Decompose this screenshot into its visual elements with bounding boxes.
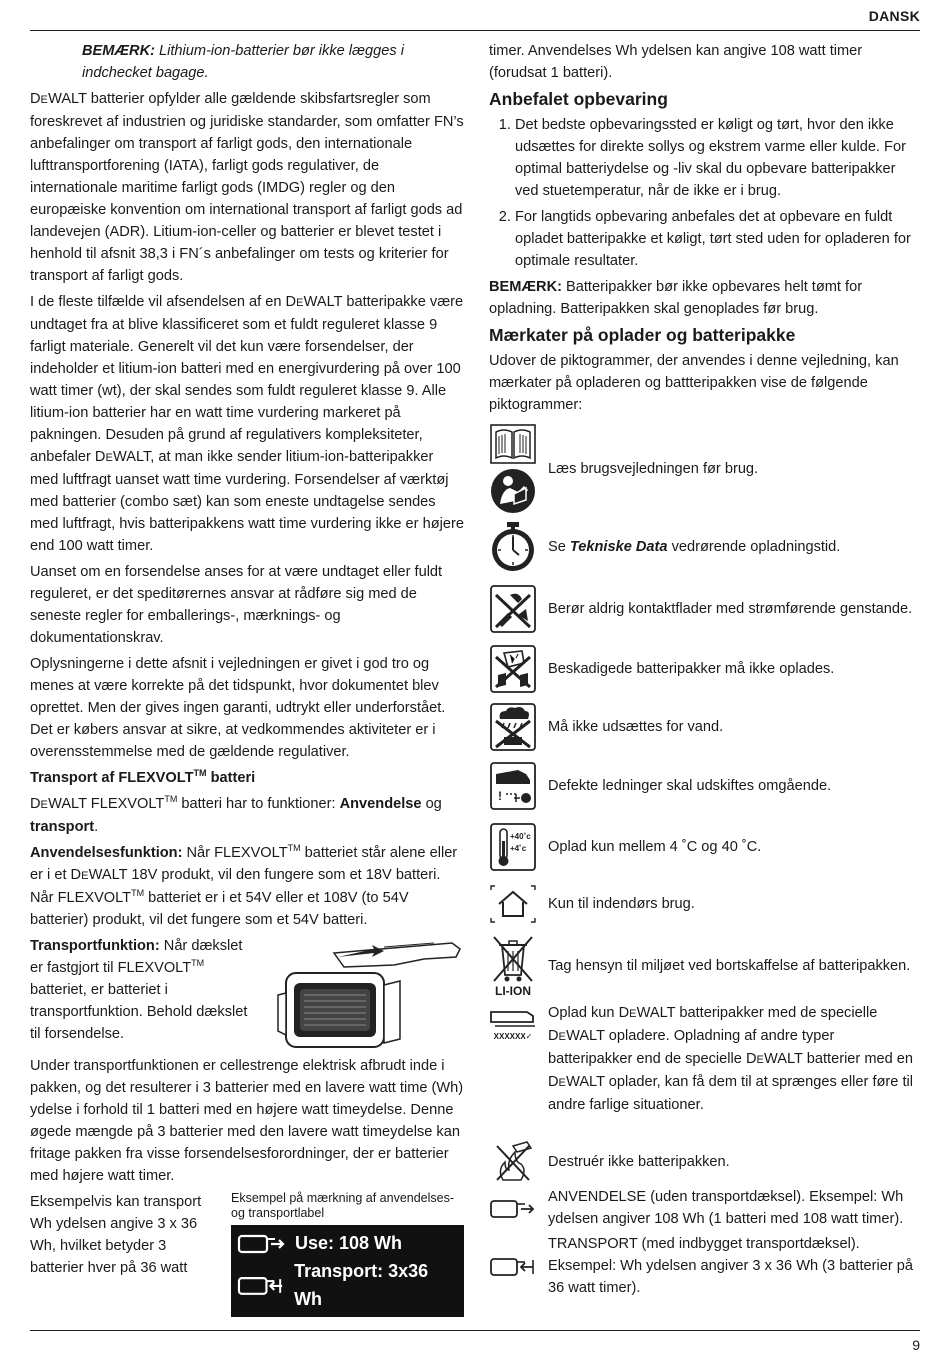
label-example xyxy=(231,1191,464,1317)
picto-temperature-text: Oplad kun mellem 4 ˚C og 40 ˚C. xyxy=(548,839,762,855)
heading-storage: Anbefalet opbevaring xyxy=(489,89,668,109)
battery-use-icon xyxy=(237,1231,287,1255)
picto-damaged-text: Beskadigede batteripakker må ikke oplades. xyxy=(548,661,835,677)
temp-high-label: +40˚c xyxy=(510,832,531,841)
picto-charge-only xyxy=(489,1002,921,1140)
no-conductive-objects-icon xyxy=(490,585,536,633)
picto-transport-text: TRANSPORT (med indbygget transportdæksel). Eksempel: Wh ydelsen angiver 3 x 36 Wh (3 batterier på 36 watt timer). xyxy=(548,1236,914,1296)
crossed-bin-icon xyxy=(490,935,536,985)
picto-tech-data-text: Se Tekniske Data vedrørende opladningstid. xyxy=(548,539,841,555)
picto-no-touch-text: Berør aldrig kontaktflader med strømførende genstande. xyxy=(548,601,913,617)
note-baggage: BEMÆRK: Lithium-ion-batterier bør ikke lægges i indchecket bagage. xyxy=(82,43,404,81)
battery-use-icon xyxy=(489,1196,537,1220)
transport-mode-block xyxy=(30,935,464,1055)
picto-charge-only-text: Oplad kun DEWALT batteripakker med de specielle DEWALT opladere. Opladning af andre typer batteripakker end de specielle DEWALT batterier med en DEWALT oplader, kan få dem til at sprænges eller føre til andre farlige situationer. xyxy=(548,1005,914,1113)
defective-cord-icon xyxy=(490,762,536,810)
paragraph-shipper-responsibility: Uanset om en forsendelse anses for at være undtaget eller fuldt reguleret, er det speditørernes ansvar at rådføre sig med de seneste regler for emballerings-, mærknings- og dokumentationskrav. xyxy=(30,564,443,646)
picto-tech-data xyxy=(489,516,921,578)
left-column xyxy=(30,40,464,1317)
read-manual-person-icon xyxy=(490,468,536,514)
no-water-icon xyxy=(490,703,536,751)
battery-transport-icon xyxy=(489,1254,537,1278)
picto-read-manual xyxy=(489,426,921,512)
open-book-icon xyxy=(490,424,536,464)
label-caption: Eksempel på mærkning af anvendelses- og transportlabel xyxy=(231,1191,455,1220)
charger-code-label: XXXXXX✓ xyxy=(493,1032,533,1041)
paragraph-shipping-exemption: I de fleste tilfælde vil afsendelsen af en DEWALT batteripakke være undtaget fra at blive klassificeret som et fuldt reguleret klasse 9 farligt materiale. Generelt vil det kun være forsendelser, der indeholder et litium-ion batteri med en energivurdering på over 100 watt timer (wt), der skal sendes som fuldt reguleret klasse 9. Alle litium-ion batterier har en watt time vurdering markeret på pakningen. Desuden på grund af regulativers kompleksiteter, anbefaler DEWALT, at man ikke sender litium-ion-batteripakker med luftfragt uanset watt time vurdering. Forsendelser af værktøj med batterier (combo sæt) kan som eneste undtagelse sendes med luftfragt, hvis batteripakkens watt time vurdering ikke er højere end 100 watt timer. xyxy=(30,294,464,554)
picto-no-water xyxy=(489,698,921,756)
heading-transport-flexvolt: Transport af FLEXVOLT™ batteri xyxy=(30,768,256,786)
picto-no-touch xyxy=(489,578,921,640)
picto-use-text: ANVENDELSE (uden transportdæksel). Eksempel: Wh ydelsen angiver 108 Wh (1 batteri med 108 watt timer). xyxy=(548,1189,904,1227)
picto-use xyxy=(489,1184,921,1232)
right-column xyxy=(489,40,921,1300)
picto-indoor-text: Kun til indendørs brug. xyxy=(548,896,695,912)
picto-recycle xyxy=(489,930,921,1002)
language-label: DANSK xyxy=(868,8,920,24)
picto-transport xyxy=(489,1232,921,1300)
paragraph-transport-mode: Transportfunktion: Når dækslet er fastgjort til FLEXVOLT™ batteriet, er batteriet i transportfunktion. Behold dækslet til forsendelse. xyxy=(30,938,248,1042)
list-item: 1. Det bedste opbevaringssted er køligt og tørt, hvor den ikke udsættes for direkte sollys og ekstrem varme eller kulde. For optimal batteriydelse og -liv skal du opbevare batteripakker ved stuetemperatur, når de ikke er i brug. xyxy=(515,114,921,202)
battery-transport-cap-illustration xyxy=(274,935,464,1055)
paragraph-regulations: DEWALT batterier opfylder alle gældende skibsfartsregler som foreskrevet af industrien og juridiske standarder, som omfatter FN’s anbefalinger om transport af farligt gods, den internationale lufttransportforening (IATA), farligt gods regulativer, de internationale maritime farligt gods (IMDG) regler og den europæiske konvention om international transport af farligt gods ad landevejen (ADR). Litium-ion-celler og batterier er blevet testet i henhold til afsnit 38,3 i FN´s anbefalinger om tests og kriterier for transport af farligt gods. xyxy=(30,91,464,284)
page-number: 9 xyxy=(912,1337,920,1353)
svg-text:!: ! xyxy=(498,789,502,803)
header-rule xyxy=(30,30,920,31)
picto-cords xyxy=(489,756,921,816)
paragraph-disclaimer: Oplysningerne i dette afsnit i vejledningen er givet i god tro og menes at være korrekte på det tidspunkt, hvor dokumentet blev oprettet. Men der gives ingen garanti, udtrykt eller underforstået. Det er købers ansvar at sikre, at vedkommendes aktiviteter er i overensstemmelse med de gældende regulativer. xyxy=(30,656,446,760)
paragraph-continued: timer. Anvendelses Wh ydelsen kan angive 108 watt timer (forudsat 1 batteri). xyxy=(489,43,863,81)
picto-read-manual-text: Læs brugsvejledningen før brug. xyxy=(548,461,759,477)
label-use-text: Use: 108 Wh xyxy=(295,1233,403,1253)
picto-temperature xyxy=(489,816,921,878)
picto-no-water-text: Må ikke udsættes for vand. xyxy=(548,719,724,735)
list-item: 2. For langtids opbevaring anbefales det at opbevare en fuldt opladet batteripakke et køligt, tørt sted uden for opladeren for optimale resultater. xyxy=(515,206,921,272)
storage-list xyxy=(489,114,921,272)
battery-transport-icon xyxy=(237,1273,286,1297)
picto-recycle-text: Tag hensyn til miljøet ved bortskaffelse af batteripakken. xyxy=(548,958,911,974)
picto-cords-text: Defekte ledninger skal udskiftes omgående. xyxy=(548,778,832,794)
picto-no-burn-text: Destruér ikke batteripakken. xyxy=(548,1154,730,1170)
paragraph-transport-explanation: Under transportfunktionen er cellestrenge elektrisk afbrudt inde i pakken, og det resulterer i 3 batterier med en lavere watt time (Wh) ydelse i forhold til 1 batteri med en højere watt timeydelse. Denne øgede mængde på 3 batterier med den lavere watt timeydelse kan fritage pakken fra visse forsendelsesforordninger, der er batterier med højere watt timer. xyxy=(30,1058,464,1184)
label-black-box xyxy=(231,1225,464,1317)
damaged-battery-icon xyxy=(490,645,536,693)
li-ion-label: LI-ION xyxy=(495,983,531,998)
paragraph-two-modes: DEWALT FLEXVOLT™ batteri har to funktioner: Anvendelse og transport. xyxy=(30,794,442,835)
picto-damaged xyxy=(489,640,921,698)
example-block xyxy=(30,1191,464,1317)
stopwatch-icon xyxy=(489,521,537,573)
heading-labels: Mærkater på oplader og batteripakke xyxy=(489,325,796,345)
paragraph-labels-intro: Udover de piktogrammer, der anvendes i denne vejledning, kan mærkater på opladeren og battteripakken vise de følgende piktogrammer: xyxy=(489,353,899,413)
paragraph-example: Eksempelvis kan transport Wh ydelsen angive 3 x 36 Wh, hvilket betyder 3 batterier hver på 36 watt xyxy=(30,1194,202,1276)
paragraph-use-mode: Anvendelsesfunktion: Når FLEXVOLT™ batteriet står alene eller er i et DEWALT 18V produkt, vil den fungere som et 18V batteri. Når FLEXVOLT™ batteriet er i et 54V eller et 108V (to 54V batterier) produkt, vil det fungere som et 54V batteri. xyxy=(30,843,458,928)
indoor-house-icon xyxy=(489,884,537,924)
thermometer-icon xyxy=(490,823,536,871)
label-transport-text: Transport: 3x36 Wh xyxy=(294,1261,429,1309)
footer-rule xyxy=(30,1330,920,1331)
picto-indoor xyxy=(489,878,921,930)
picto-no-burn xyxy=(489,1140,921,1184)
note-storage: BEMÆRK: Batteripakker bør ikke opbevares helt tømt for opladning. Batteripakken skal genoplades før brug. xyxy=(489,279,863,317)
temp-low-label: +4˚c xyxy=(510,844,527,853)
no-fire-icon xyxy=(493,1140,533,1184)
pictogram-list xyxy=(489,426,921,1300)
